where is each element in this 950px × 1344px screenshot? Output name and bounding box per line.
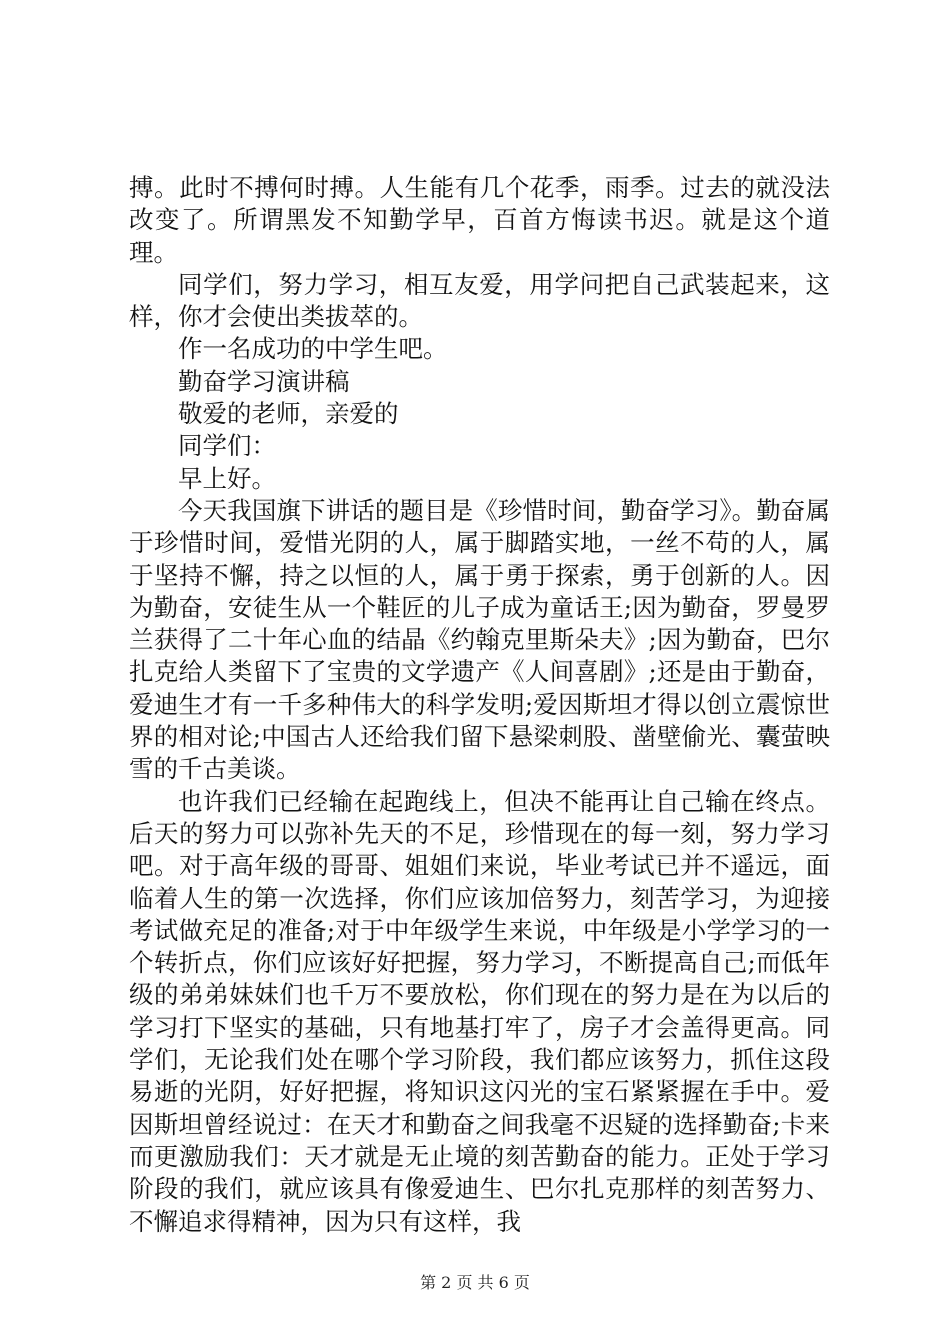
greeting: 早上好。 [178, 463, 276, 493]
paragraph: 同学们，努力学习，相互友爱，用学问把自己武装起来，这样，你才会使出类拔萃的。 [129, 269, 830, 332]
paragraph: 搏。此时不搏何时搏。人生能有几个花季，雨季。过去的就没法改变了。所谓黑发不知勤学早，百首方悔读书迟。就是这个道理。 [129, 173, 830, 267]
salutation: 同学们： [178, 431, 276, 461]
paragraph: 作一名成功的中学生吧。 [178, 334, 448, 364]
paragraph: 今天我国旗下讲话的题目是《珍惜时间，勤奋学习》。勤奋属于珍惜时间，爱惜光阴的人，属于脚踏实地，一丝不苟的人，属于坚持不懈，持之以恒的人，属于勇于探索，勇于创新的人。因为勤奋，安徒生从一个鞋匠的儿子成为童话王;因为勤奋，罗曼罗兰获得了二十年心血的结晶《约翰克里斯朵夫》;因为勤奋，巴尔扎克给人类留下了宝贵的文学遗产《人间喜剧》;还是由于勤奋，爱迪生才有一千多种伟大的科学发明;爱因斯坦才得以创立震惊世界的相对论;中国古人还给我们留下悬梁刺股、凿壁偷光、囊萤映雪的千古美谈。 [129, 495, 830, 784]
page-number: 第 2 页 共 6 页 [420, 1273, 530, 1292]
document-body [129, 172, 830, 1238]
paragraph: 也许我们已经输在起跑线上，但决不能再让自己输在终点。后天的努力可以弥补先天的不足，珍惜现在的每一刻，努力学习吧。对于高年级的哥哥、姐姐们来说，毕业考试已并不遥远，面临着人生的第一次选择，你们应该加倍努力，刻苦学习，为迎接考试做充足的准备;对于中年级学生来说，中年级是小学学习的一个转折点，你们应该好好把握，努力学习，不断提高自己;而低年级的弟弟妹妹们也千万不要放松，你们现在的努力是在为以后的学习打下坚实的基础，只有地基打牢了，房子才会盖得更高。同学们，无论我们处在哪个学习阶段，我们都应该努力，抓住这段易逝的光阴，好好把握，将知识这闪光的宝石紧紧握在手中。爱因斯坦曾经说过：在天才和勤奋之间我毫不迟疑的选择勤奋;卡来而更激励我们：天才就是无止境的刻苦勤奋的能力。正处于学习阶段的我们，就应该具有像爱迪生、巴尔扎克那样的刻苦努力、不懈追求得精神，因为只有这样，我 [129, 786, 830, 1236]
speech-title: 勤奋学习演讲稿 [178, 366, 350, 396]
salutation: 敬爱的老师，亲爱的 [178, 399, 399, 429]
